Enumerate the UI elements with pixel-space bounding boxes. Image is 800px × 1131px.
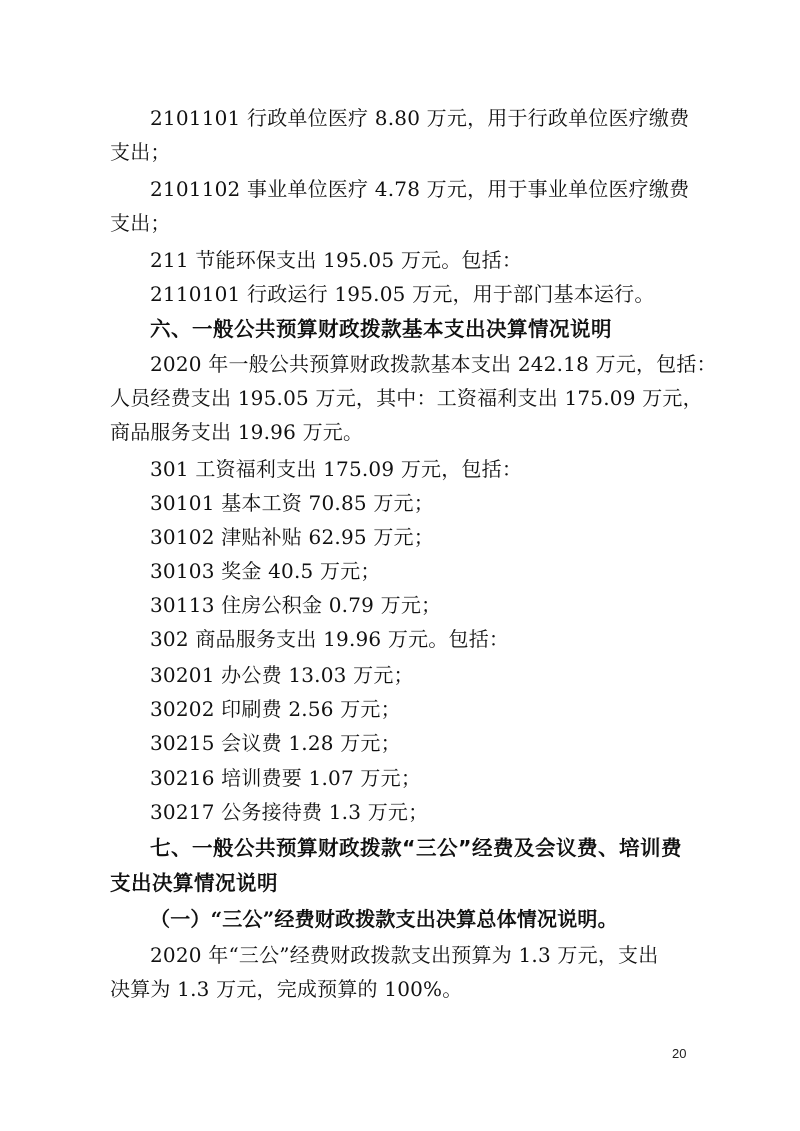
text-line-institution-medical: 2101102 事业单位医疗 4.78 万元，用于事业单位医疗缴费 bbox=[150, 177, 690, 201]
section-heading-7-continuation: 支出决算情况说明 bbox=[110, 871, 278, 895]
text-line-continuation: 支出； bbox=[110, 140, 171, 164]
text-line-30202-printing: 30202 印刷费 2.56 万元； bbox=[150, 697, 401, 721]
text-line-administrative-medical: 2101101 行政单位医疗 8.80 万元，用于行政单位医疗缴费 bbox=[150, 106, 690, 130]
text-line-continuation: 支出； bbox=[110, 211, 171, 235]
text-line-30216-training: 30216 培训费要 1.07 万元； bbox=[150, 766, 422, 790]
text-line-personnel-expenses: 人员经费支出 195.05 万元，其中：工资福利支出 175.09 万元， bbox=[110, 386, 703, 410]
subsection-heading-1: （一）“三公”经费财政拨款支出决算总体情况说明。 bbox=[150, 907, 618, 931]
text-line-302-goods-services: 302 商品服务支出 19.96 万元。包括： bbox=[150, 627, 510, 651]
text-line-30103-bonus: 30103 奖金 40.5 万元； bbox=[150, 559, 381, 583]
text-line-30101-basic-salary: 30101 基本工资 70.85 万元； bbox=[150, 491, 434, 515]
text-line-30102-allowance: 30102 津贴补贴 62.95 万元； bbox=[150, 525, 434, 549]
text-line-301-wages-welfare: 301 工资福利支出 175.09 万元，包括： bbox=[150, 457, 523, 481]
text-line-30217-reception: 30217 公务接待费 1.3 万元； bbox=[150, 800, 429, 824]
text-line-goods-services: 商品服务支出 19.96 万元。 bbox=[110, 420, 364, 444]
text-line-three-public-final: 决算为 1.3 万元，完成预算的 100%。 bbox=[110, 977, 463, 1001]
text-line-30113-housing-fund: 30113 住房公积金 0.79 万元； bbox=[150, 593, 442, 617]
text-line-administrative-operation: 2110101 行政运行 195.05 万元，用于部门基本运行。 bbox=[150, 282, 655, 306]
text-line-energy-environment: 211 节能环保支出 195.05 万元。包括： bbox=[150, 248, 523, 272]
text-line-30201-office: 30201 办公费 13.03 万元； bbox=[150, 663, 414, 687]
text-line-basic-expenditure: 2020 年一般公共预算财政拨款基本支出 242.18 万元，包括： bbox=[150, 352, 717, 376]
text-line-30215-meeting: 30215 会议费 1.28 万元； bbox=[150, 731, 401, 755]
section-heading-6: 六、一般公共预算财政拨款基本支出决算情况说明 bbox=[150, 317, 612, 341]
page-number: 20 bbox=[672, 1046, 687, 1061]
text-line-three-public-budget: 2020 年“三公”经费财政拨款支出预算为 1.3 万元，支出 bbox=[150, 943, 659, 967]
section-heading-7: 七、一般公共预算财政拨款“三公”经费及会议费、培训费 bbox=[150, 836, 682, 860]
